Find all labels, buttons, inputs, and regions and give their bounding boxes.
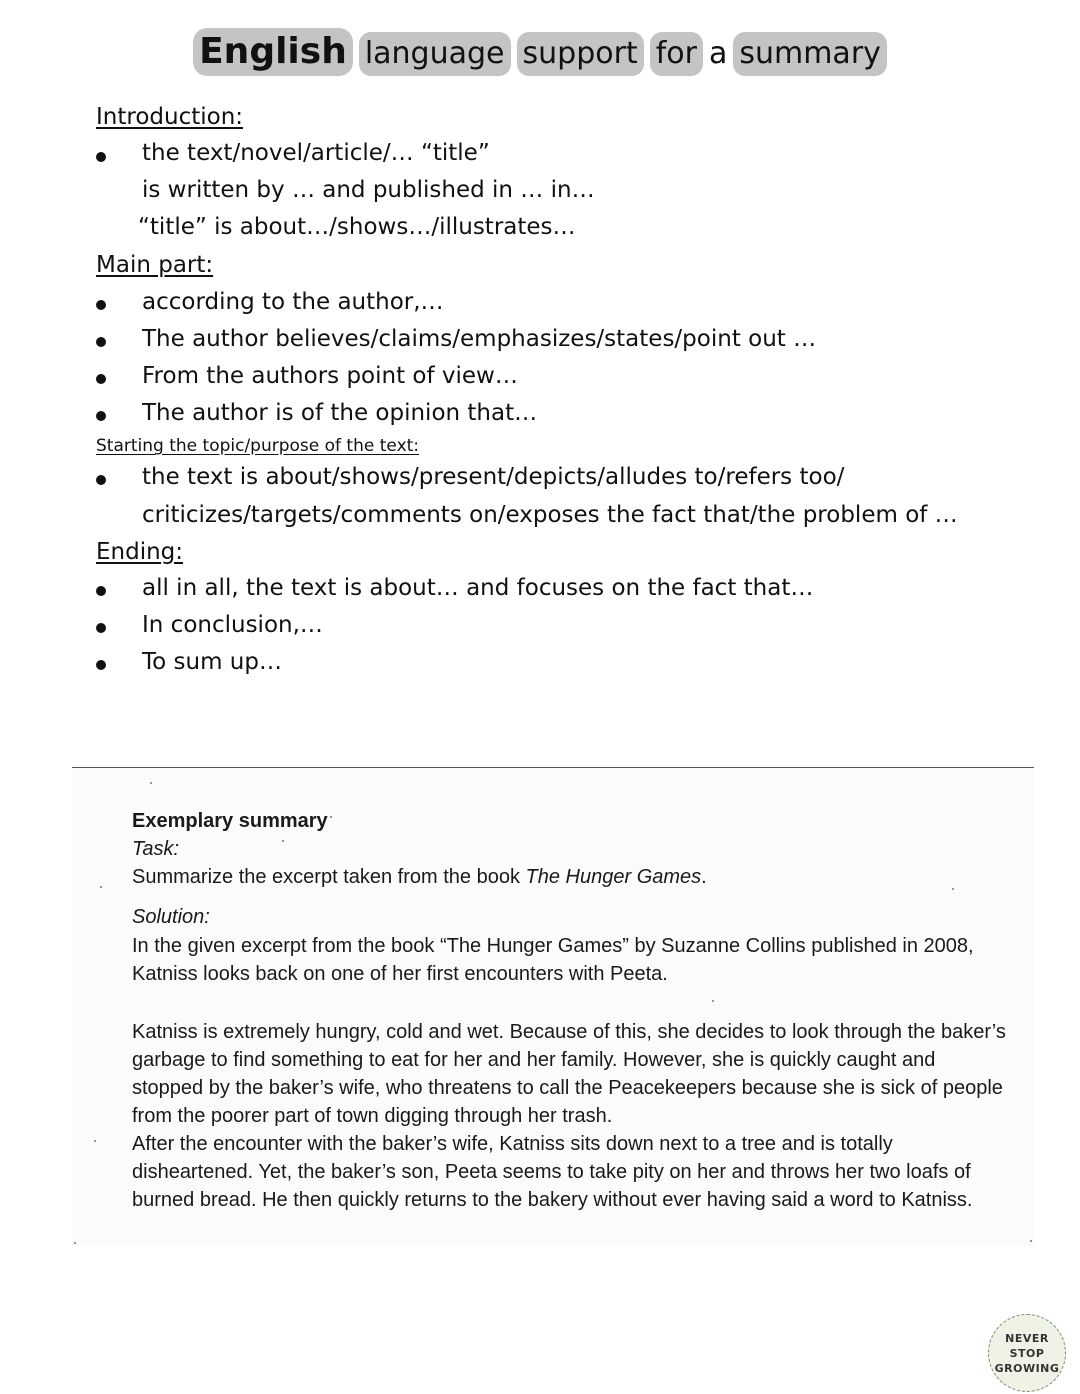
bullet-icon [96,586,106,596]
page-title [0,28,1080,76]
title-word-english: English [193,28,353,76]
never-stop-growing-logo: NEVER STOP GROWING [988,1314,1066,1392]
bullet-icon [96,411,106,421]
summary-paragraph-3: After the encounter with the baker’s wife, Katniss sits down next to a tree and is totally disheartened. Yet, the baker’s son, Peeta seems to take pity on her and throws her two loafs of burned bread. He then quickly returns to the bakery without ever having said a word to Katniss. [132,1133,973,1211]
main-part-item: From the authors point of view… [142,363,518,389]
exemplary-heading: Exemplary summary [132,810,328,832]
ending-item: In conclusion,… [142,612,323,638]
starting-line: the text is about/shows/present/depicts/alludes to/refers too/ [142,464,845,490]
summary-paragraph-2: Katniss is extremely hungry, cold and wet. Because of this, she decides to look through the baker’s garbage to find something to eat for her and her family. However, she is quickly caught and stopped by the baker’s wife, who threatens to call the Peacekeepers because she is sick of people from the poorer part of town digging through her trash. [132,1021,1006,1127]
bullet-icon [96,300,106,310]
title-word-language: language [359,32,511,76]
main-part-item: The author believes/claims/emphasizes/states/point out … [142,326,817,352]
title-word-support: support [517,32,644,76]
task-label: Task: [132,838,180,860]
main-part-item: according to the author,… [142,289,444,315]
introduction-heading: Introduction: [96,104,244,130]
summary-paragraph-1: In the given excerpt from the book “The Hunger Games” by Suzanne Collins published in 2008, Katniss looks back on one of her first encounters with Peeta. [132,935,974,985]
task-text: Summarize the excerpt taken from the book The Hunger Games. [132,866,707,888]
solution-label: Solution: [132,906,210,928]
bullet-icon [96,623,106,633]
ending-item: all in all, the text is about… and focuses on the fact that… [142,575,814,601]
exemplary-summary-scan [72,767,1034,1246]
starting-line: criticizes/targets/comments on/exposes the fact that/the problem of … [142,502,958,528]
bullet-icon [96,337,106,347]
bullet-icon [96,374,106,384]
intro-line: is written by … and published in … in… [142,177,595,203]
bullet-icon [96,475,106,485]
main-part-heading: Main part: [96,252,214,278]
intro-line: “title” is about…/shows…/illustrates… [138,214,576,240]
bullet-icon [96,152,106,162]
title-word-for: for [650,32,703,76]
title-word-summary: summary [733,32,887,76]
main-part-item: The author is of the opinion that… [142,400,538,426]
book-title: The Hunger Games [525,866,702,888]
ending-heading: Ending: [96,539,184,565]
title-word-a: a [708,36,728,71]
ending-item: To sum up… [142,649,282,675]
bullet-icon [96,660,106,670]
starting-heading: Starting the topic/purpose of the text: [96,436,420,456]
intro-line: the text/novel/article/… “title” [142,140,490,166]
